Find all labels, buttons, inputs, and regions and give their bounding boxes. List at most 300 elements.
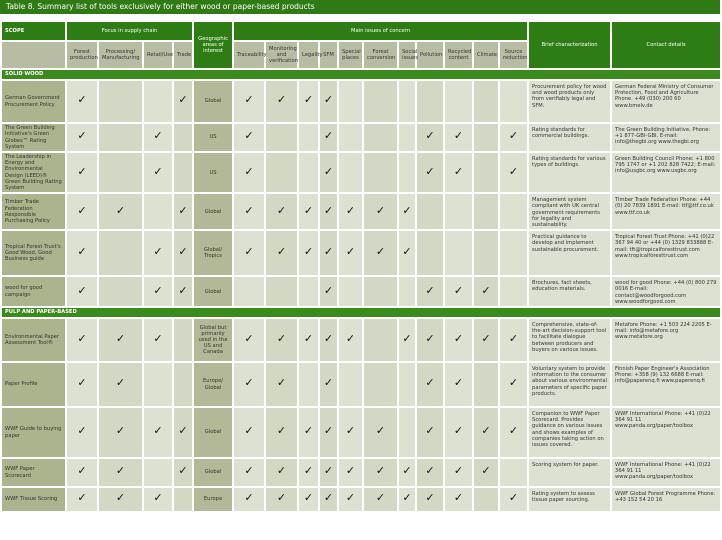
checkmark-icon: ✓ bbox=[402, 203, 412, 217]
check-cell bbox=[473, 276, 499, 307]
check-cell bbox=[66, 276, 98, 307]
tool-name: The Leadership in Energy and Environmental Design (LEED)® Green Building Rating System bbox=[1, 152, 66, 193]
check-cell bbox=[398, 487, 416, 512]
check-cell bbox=[233, 487, 265, 512]
check-cell bbox=[66, 193, 98, 230]
check-cell bbox=[416, 487, 444, 512]
table-title: Table 8. Summary list of tools exclusively for either wood or paper-based products bbox=[0, 0, 720, 14]
check-cell bbox=[416, 123, 444, 152]
checkmark-icon: ✓ bbox=[453, 376, 464, 390]
check-cell bbox=[363, 123, 398, 152]
geographic-area: Europe bbox=[193, 487, 233, 512]
header-issue-col: Traceability bbox=[233, 41, 265, 69]
checkmark-icon: ✓ bbox=[453, 424, 464, 438]
table-row bbox=[1, 487, 721, 512]
check-cell bbox=[98, 193, 143, 230]
check-cell bbox=[265, 362, 298, 407]
check-cell bbox=[173, 276, 193, 307]
checkmark-icon: ✓ bbox=[375, 424, 386, 438]
check-cell bbox=[363, 230, 398, 276]
check-cell bbox=[473, 123, 499, 152]
check-cell bbox=[265, 276, 298, 307]
check-cell bbox=[98, 487, 143, 512]
check-cell bbox=[98, 458, 143, 487]
check-cell bbox=[143, 362, 173, 407]
check-cell bbox=[298, 407, 319, 458]
checkmark-icon: ✓ bbox=[453, 283, 464, 297]
checkmark-icon: ✓ bbox=[508, 376, 519, 390]
check-cell bbox=[473, 318, 499, 362]
checkmark-icon: ✓ bbox=[323, 93, 334, 107]
checkmark-icon: ✓ bbox=[375, 203, 386, 217]
check-cell bbox=[319, 152, 338, 193]
check-cell bbox=[338, 193, 363, 230]
check-cell bbox=[398, 458, 416, 487]
checkmark-icon: ✓ bbox=[481, 424, 491, 438]
checkmark-icon: ✓ bbox=[77, 283, 87, 297]
check-cell bbox=[473, 152, 499, 193]
check-cell bbox=[416, 230, 444, 276]
checkmark-icon: ✓ bbox=[323, 129, 334, 143]
check-cell bbox=[143, 276, 173, 307]
section-label: PULP AND PAPER-BASED bbox=[1, 307, 721, 318]
check-cell bbox=[173, 362, 193, 407]
check-cell bbox=[338, 230, 363, 276]
check-cell bbox=[143, 123, 173, 152]
check-cell bbox=[265, 318, 298, 362]
check-cell bbox=[143, 230, 173, 276]
checkmark-icon: ✓ bbox=[153, 245, 163, 259]
check-cell bbox=[338, 318, 363, 362]
contact-details: Finnish Paper Engineer's Association Phone: +358 (9) 132 6688 E-mail: info@paperenq.fi www.paperenq.fi bbox=[611, 362, 721, 407]
geographic-area: US bbox=[193, 123, 233, 152]
checkmark-icon: ✓ bbox=[303, 93, 314, 107]
check-cell bbox=[233, 152, 265, 193]
check-cell bbox=[265, 407, 298, 458]
checkmark-icon: ✓ bbox=[425, 424, 435, 438]
check-cell bbox=[66, 318, 98, 362]
checkmark-icon: ✓ bbox=[345, 424, 356, 438]
check-cell bbox=[363, 152, 398, 193]
check-cell bbox=[444, 230, 473, 276]
check-cell bbox=[66, 80, 98, 123]
checkmark-icon: ✓ bbox=[153, 491, 163, 505]
brief-characterization: Procurement policy for wood and wood products only from verifiably legal and SFM. bbox=[528, 80, 611, 123]
header-focus-col: Retail/Use bbox=[143, 41, 173, 69]
check-cell bbox=[233, 318, 265, 362]
checkmark-icon: ✓ bbox=[402, 331, 412, 345]
check-cell bbox=[98, 362, 143, 407]
contact-details: WWF International Phone: +41 (0)22 364 91 11 www.panda.org/paper/toolbox bbox=[611, 407, 721, 458]
geographic-area: Global bbox=[193, 193, 233, 230]
table-row bbox=[1, 230, 721, 276]
checkmark-icon: ✓ bbox=[77, 93, 87, 107]
check-cell bbox=[363, 487, 398, 512]
brief-characterization: Comprehensive, state-of-the-art decision-support tool to facilitate dialogue between producers and buyers on various issues. bbox=[528, 318, 611, 362]
checkmark-icon: ✓ bbox=[153, 164, 163, 178]
check-cell bbox=[363, 407, 398, 458]
check-cell bbox=[298, 193, 319, 230]
checkmark-icon: ✓ bbox=[425, 464, 435, 478]
checkmark-icon: ✓ bbox=[481, 331, 491, 345]
tool-name: German Government Procurement Policy bbox=[1, 80, 66, 123]
check-cell bbox=[98, 230, 143, 276]
contact-details: wood for good Phone: +44 (0) 800 279 0016 E-mail: contact@woodforgood.com www.woodforgood.com bbox=[611, 276, 721, 307]
checkmark-icon: ✓ bbox=[425, 129, 435, 143]
checkmark-icon: ✓ bbox=[508, 164, 519, 178]
check-cell bbox=[98, 276, 143, 307]
table-row bbox=[1, 458, 721, 487]
header-issue-col: Pollution bbox=[416, 41, 444, 69]
check-cell bbox=[173, 152, 193, 193]
geographic-area: Global bbox=[193, 80, 233, 123]
summary-table bbox=[0, 20, 722, 513]
check-cell bbox=[473, 362, 499, 407]
checkmark-icon: ✓ bbox=[303, 424, 314, 438]
check-cell bbox=[499, 152, 528, 193]
table-row bbox=[1, 152, 721, 193]
check-cell bbox=[143, 152, 173, 193]
header-issue-col: SFM bbox=[319, 41, 338, 69]
table-row bbox=[1, 318, 721, 362]
tool-name: Tropical Forest Trust's Good Wood, Good Business guide bbox=[1, 230, 66, 276]
check-cell bbox=[298, 318, 319, 362]
checkmark-icon: ✓ bbox=[77, 464, 87, 478]
brief-characterization: Rating system to assess tissue paper sourcing. bbox=[528, 487, 611, 512]
header-focus-col: Forest production bbox=[66, 41, 98, 69]
check-cell bbox=[416, 276, 444, 307]
check-cell bbox=[298, 487, 319, 512]
check-cell bbox=[143, 193, 173, 230]
check-cell bbox=[398, 152, 416, 193]
check-cell bbox=[319, 407, 338, 458]
check-cell bbox=[499, 230, 528, 276]
checkmark-icon: ✓ bbox=[402, 245, 412, 259]
checkmark-icon: ✓ bbox=[323, 491, 334, 505]
contact-details: Metafore Phone: +1 503 224 2205 E-mail: info@metafore.org www.metafore.org bbox=[611, 318, 721, 362]
geographic-area: Global bbox=[193, 458, 233, 487]
check-cell bbox=[444, 152, 473, 193]
brief-characterization: Practical guidance to develop and implement sustainable procurement. bbox=[528, 230, 611, 276]
checkmark-icon: ✓ bbox=[77, 245, 87, 259]
header-issue-col: Recycled content bbox=[444, 41, 473, 69]
check-cell bbox=[416, 458, 444, 487]
check-cell bbox=[265, 152, 298, 193]
check-cell bbox=[233, 276, 265, 307]
checkmark-icon: ✓ bbox=[178, 245, 188, 259]
check-cell bbox=[319, 276, 338, 307]
tool-name: wood for good campaign bbox=[1, 276, 66, 307]
header-contact: Contact details bbox=[611, 21, 721, 69]
check-cell bbox=[319, 458, 338, 487]
checkmark-icon: ✓ bbox=[276, 491, 287, 505]
checkmark-icon: ✓ bbox=[77, 376, 87, 390]
checkmark-icon: ✓ bbox=[345, 245, 356, 259]
checkmark-icon: ✓ bbox=[244, 424, 254, 438]
header-issue-col: Special places bbox=[338, 41, 363, 69]
checkmark-icon: ✓ bbox=[115, 203, 126, 217]
check-cell bbox=[66, 458, 98, 487]
geographic-area: US bbox=[193, 152, 233, 193]
header-focus-group: Focus in supply chain bbox=[66, 21, 193, 41]
check-cell bbox=[66, 407, 98, 458]
check-cell bbox=[143, 80, 173, 123]
check-cell bbox=[143, 458, 173, 487]
checkmark-icon: ✓ bbox=[77, 491, 87, 505]
geographic-area: Global/ Tropics bbox=[193, 230, 233, 276]
check-cell bbox=[98, 318, 143, 362]
checkmark-icon: ✓ bbox=[323, 283, 334, 297]
check-cell bbox=[416, 80, 444, 123]
checkmark-icon: ✓ bbox=[323, 376, 334, 390]
contact-details: German Federal Ministry of Consumer Protection, Food and Agriculture Phone. +49 (030) 200 60 www.bmelv.de bbox=[611, 80, 721, 123]
check-cell bbox=[416, 193, 444, 230]
check-cell bbox=[473, 230, 499, 276]
checkmark-icon: ✓ bbox=[453, 129, 464, 143]
checkmark-icon: ✓ bbox=[323, 245, 334, 259]
checkmark-icon: ✓ bbox=[178, 93, 188, 107]
checkmark-icon: ✓ bbox=[276, 424, 287, 438]
check-cell bbox=[338, 276, 363, 307]
check-cell bbox=[398, 407, 416, 458]
checkmark-icon: ✓ bbox=[276, 93, 287, 107]
brief-characterization: Brochures, fact sheets, education materials. bbox=[528, 276, 611, 307]
check-cell bbox=[444, 80, 473, 123]
check-cell bbox=[444, 318, 473, 362]
check-cell bbox=[66, 487, 98, 512]
brief-characterization: Scoring system for paper. bbox=[528, 458, 611, 487]
checkmark-icon: ✓ bbox=[323, 464, 334, 478]
check-cell bbox=[173, 123, 193, 152]
check-cell bbox=[499, 362, 528, 407]
checkmark-icon: ✓ bbox=[115, 491, 126, 505]
checkmark-icon: ✓ bbox=[276, 331, 287, 345]
check-cell bbox=[233, 458, 265, 487]
checkmark-icon: ✓ bbox=[276, 203, 287, 217]
check-cell bbox=[338, 80, 363, 123]
header-brief: Brief characterization bbox=[528, 21, 611, 69]
checkmark-icon: ✓ bbox=[244, 491, 254, 505]
check-cell bbox=[473, 458, 499, 487]
tool-name: WWF Tissue Scoring bbox=[1, 487, 66, 512]
check-cell bbox=[444, 407, 473, 458]
checkmark-icon: ✓ bbox=[115, 464, 126, 478]
check-cell bbox=[319, 362, 338, 407]
contact-details: WWF International Phone: +41 (0)22 364 91 11 www.panda.org/paper/toolbox bbox=[611, 458, 721, 487]
checkmark-icon: ✓ bbox=[481, 464, 491, 478]
checkmark-icon: ✓ bbox=[178, 203, 188, 217]
check-cell bbox=[398, 123, 416, 152]
checkmark-icon: ✓ bbox=[508, 491, 519, 505]
check-cell bbox=[338, 407, 363, 458]
check-cell bbox=[444, 193, 473, 230]
geographic-area: Global bbox=[193, 276, 233, 307]
check-cell bbox=[319, 487, 338, 512]
check-cell bbox=[319, 193, 338, 230]
check-cell bbox=[363, 318, 398, 362]
checkmark-icon: ✓ bbox=[425, 491, 435, 505]
check-cell bbox=[173, 407, 193, 458]
check-cell bbox=[233, 80, 265, 123]
checkmark-icon: ✓ bbox=[77, 203, 87, 217]
checkmark-icon: ✓ bbox=[244, 93, 254, 107]
checkmark-icon: ✓ bbox=[153, 129, 163, 143]
check-cell bbox=[398, 230, 416, 276]
geographic-area: Global but primarily used in the US and Canada bbox=[193, 318, 233, 362]
table-row bbox=[1, 276, 721, 307]
table-row bbox=[1, 362, 721, 407]
check-cell bbox=[265, 458, 298, 487]
table-row bbox=[1, 123, 721, 152]
check-cell bbox=[398, 80, 416, 123]
checkmark-icon: ✓ bbox=[244, 464, 254, 478]
check-cell bbox=[66, 152, 98, 193]
brief-characterization: Management system compliant with UK central government requirements for legality and sustainability. bbox=[528, 193, 611, 230]
check-cell bbox=[398, 362, 416, 407]
checkmark-icon: ✓ bbox=[508, 424, 519, 438]
brief-characterization: Voluntary system to provide information to the consumer about various environmental parameters of specific paper products. bbox=[528, 362, 611, 407]
checkmark-icon: ✓ bbox=[425, 331, 435, 345]
check-cell bbox=[499, 487, 528, 512]
check-cell bbox=[265, 123, 298, 152]
section-band bbox=[1, 69, 721, 80]
check-cell bbox=[416, 407, 444, 458]
check-cell bbox=[473, 193, 499, 230]
check-cell bbox=[298, 458, 319, 487]
check-cell bbox=[298, 80, 319, 123]
checkmark-icon: ✓ bbox=[323, 331, 334, 345]
check-cell bbox=[173, 487, 193, 512]
header-scope: SCOPE bbox=[1, 21, 66, 41]
check-cell bbox=[143, 318, 173, 362]
check-cell bbox=[265, 80, 298, 123]
check-cell bbox=[363, 458, 398, 487]
checkmark-icon: ✓ bbox=[244, 331, 254, 345]
check-cell bbox=[363, 276, 398, 307]
check-cell bbox=[363, 193, 398, 230]
check-cell bbox=[233, 230, 265, 276]
checkmark-icon: ✓ bbox=[276, 376, 287, 390]
tool-name: Environmental Paper Assessment Tool® bbox=[1, 318, 66, 362]
checkmark-icon: ✓ bbox=[425, 164, 435, 178]
checkmark-icon: ✓ bbox=[153, 424, 163, 438]
tool-name: WWF Paper Scorecard bbox=[1, 458, 66, 487]
table-row bbox=[1, 193, 721, 230]
checkmark-icon: ✓ bbox=[323, 203, 334, 217]
check-cell bbox=[143, 487, 173, 512]
check-cell bbox=[173, 458, 193, 487]
checkmark-icon: ✓ bbox=[402, 464, 412, 478]
check-cell bbox=[444, 487, 473, 512]
checkmark-icon: ✓ bbox=[77, 129, 87, 143]
check-cell bbox=[473, 80, 499, 123]
check-cell bbox=[398, 193, 416, 230]
check-cell bbox=[338, 458, 363, 487]
check-cell bbox=[444, 458, 473, 487]
geographic-area: Global bbox=[193, 407, 233, 458]
check-cell bbox=[298, 362, 319, 407]
contact-details: The Green Building Initiative, Phone: +1 877-GBI-GBI, E-mail: info@thegbi.org www.thegbi.org bbox=[611, 123, 721, 152]
check-cell bbox=[499, 276, 528, 307]
check-cell bbox=[499, 318, 528, 362]
check-cell bbox=[319, 80, 338, 123]
checkmark-icon: ✓ bbox=[508, 331, 519, 345]
check-cell bbox=[298, 123, 319, 152]
check-cell bbox=[398, 318, 416, 362]
section-band bbox=[1, 307, 721, 318]
checkmark-icon: ✓ bbox=[453, 491, 464, 505]
header-issues-group: Main issues of concern bbox=[233, 21, 528, 41]
check-cell bbox=[319, 230, 338, 276]
checkmark-icon: ✓ bbox=[77, 164, 87, 178]
checkmark-icon: ✓ bbox=[402, 491, 412, 505]
checkmark-icon: ✓ bbox=[303, 464, 314, 478]
check-cell bbox=[416, 318, 444, 362]
tool-name: WWF Guide to buying paper bbox=[1, 407, 66, 458]
checkmark-icon: ✓ bbox=[323, 164, 334, 178]
checkmark-icon: ✓ bbox=[425, 376, 435, 390]
brief-characterization: Rating standards for commercial buildings. bbox=[528, 123, 611, 152]
check-cell bbox=[416, 152, 444, 193]
tool-name: The Green Building Initiative's Green Globes™ Rating System bbox=[1, 123, 66, 152]
checkmark-icon: ✓ bbox=[345, 203, 356, 217]
check-cell bbox=[338, 123, 363, 152]
check-cell bbox=[444, 362, 473, 407]
checkmark-icon: ✓ bbox=[244, 164, 254, 178]
checkmark-icon: ✓ bbox=[481, 283, 491, 297]
checkmark-icon: ✓ bbox=[453, 331, 464, 345]
check-cell bbox=[338, 487, 363, 512]
check-cell bbox=[265, 193, 298, 230]
checkmark-icon: ✓ bbox=[115, 331, 126, 345]
check-cell bbox=[173, 230, 193, 276]
check-cell bbox=[499, 80, 528, 123]
check-cell bbox=[499, 458, 528, 487]
checkmark-icon: ✓ bbox=[345, 331, 356, 345]
check-cell bbox=[473, 407, 499, 458]
check-cell bbox=[233, 123, 265, 152]
contact-details: Timber Trade Federation Phone: +44 (0) 20 7839 1891 E-mail: ttf@ttf.co.uk www.ttf.co.uk bbox=[611, 193, 721, 230]
checkmark-icon: ✓ bbox=[375, 464, 386, 478]
header-focus-col: Trade bbox=[173, 41, 193, 69]
header-issue-col: Forest conversion bbox=[363, 41, 398, 69]
header-issue-col: Social issues bbox=[398, 41, 416, 69]
header-geographic: Geographic areas of interest bbox=[193, 21, 233, 69]
tool-name: Timber Trade Federation Responsible Purchasing Policy bbox=[1, 193, 66, 230]
check-cell bbox=[66, 230, 98, 276]
checkmark-icon: ✓ bbox=[303, 491, 314, 505]
checkmark-icon: ✓ bbox=[303, 245, 314, 259]
checkmark-icon: ✓ bbox=[178, 424, 188, 438]
brief-characterization: Rating standards for various types of buildings. bbox=[528, 152, 611, 193]
header-focus-col: Processing/ Manufacturing bbox=[98, 41, 143, 69]
check-cell bbox=[173, 193, 193, 230]
checkmark-icon: ✓ bbox=[303, 331, 314, 345]
checkmark-icon: ✓ bbox=[345, 464, 356, 478]
checkmark-icon: ✓ bbox=[276, 245, 287, 259]
checkmark-icon: ✓ bbox=[375, 245, 386, 259]
check-cell bbox=[499, 193, 528, 230]
checkmark-icon: ✓ bbox=[508, 129, 519, 143]
geographic-area: Europe/ Global bbox=[193, 362, 233, 407]
check-cell bbox=[173, 80, 193, 123]
checkmark-icon: ✓ bbox=[303, 203, 314, 217]
check-cell bbox=[298, 276, 319, 307]
checkmark-icon: ✓ bbox=[178, 283, 188, 297]
tool-name: Paper Profile bbox=[1, 362, 66, 407]
contact-details: Tropical Forest Trust Phone: +41 (0)22 367 94 40 or +44 (0) 1329 833888 E-mail: tft@tropicalforesttrust.com www.tropicalforesttrust.com bbox=[611, 230, 721, 276]
checkmark-icon: ✓ bbox=[453, 464, 464, 478]
